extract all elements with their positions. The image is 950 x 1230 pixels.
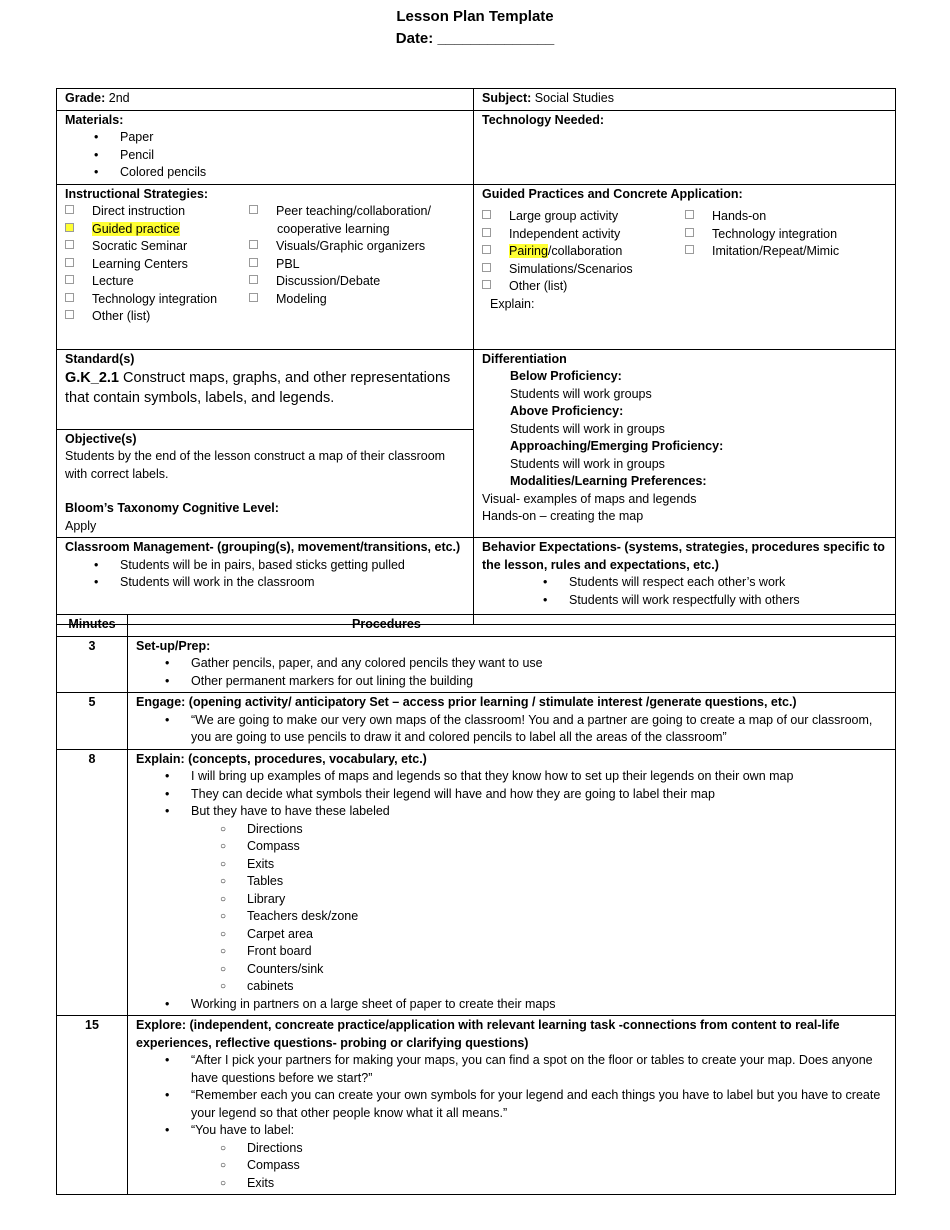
- list-item: ○ Exits: [247, 856, 887, 874]
- standards-cell: Standard(s) G.K_2.1 Construct maps, graphs, and other representations that contain symbols, labels, and legends.: [57, 349, 474, 429]
- grade-value: 2nd: [108, 91, 130, 105]
- strategies-cell: Instructional Strategies: Direct instruction Guided practice Socratic Seminar Learning Centers Lecture Technology integration Other (list) Peer teaching/collaboration/ cooperative learning Visuals/Graphic organizers PBL Discussion/Debate Modeling: [57, 184, 474, 349]
- list-item: ○ Directions: [247, 1140, 887, 1158]
- checkbox[interactable]: [65, 205, 74, 214]
- highlighted-option: Guided practice: [92, 221, 180, 236]
- list-item: ○ Counters/sink: [247, 961, 887, 979]
- checkbox[interactable]: [249, 293, 258, 302]
- list-item: ○ Exits: [247, 1175, 887, 1193]
- checkbox[interactable]: [249, 240, 258, 249]
- list-item: • Paper: [120, 129, 465, 147]
- list-item: • Colored pencils: [120, 164, 465, 182]
- explain-field: Explain:: [490, 296, 535, 311]
- explain-cell: Explain: (concepts, procedures, vocabulary, etc.) • I will bring up examples of maps and legends so that they know how to set up their legends on their own map • They can decide what symbols their legend will have and how they are going to label their map • But they have to have these labeled ○ Directions ○ Compass ○ Exits ○ Tables ○ Library ○ Teachers desk/zone ○ Carpet area ○ Front board ○ Counters/sink ○ cabinets • Working in partners on a large sheet of paper to create their maps: [128, 749, 896, 1016]
- subject-cell: Subject: Social Studies: [474, 89, 896, 111]
- management-cell: Classroom Management- (grouping(s), movement/transitions, etc.) • Students will be in pairs, based sticks getting pulled • Students will work in the classroom: [57, 538, 474, 625]
- list-item: • Students will work respectfully with others: [569, 592, 887, 610]
- materials-list: [65, 129, 465, 182]
- label-list: [191, 1140, 887, 1193]
- minutes-value: 8: [57, 749, 128, 1016]
- technology-cell: Technology Needed:: [474, 110, 896, 184]
- checkbox[interactable]: [482, 263, 491, 272]
- list-item: • Other permanent markers for out lining the building: [191, 673, 887, 691]
- management-list: [65, 557, 465, 592]
- list-item: • “Remember each you can create your own symbols for your legend and each things you have to label but you have to create your legend so that other people know what it all means.”: [191, 1087, 887, 1122]
- checkbox[interactable]: [482, 245, 491, 254]
- checkbox[interactable]: [65, 310, 74, 319]
- list-item: ○ cabinets: [247, 978, 887, 996]
- list-item: ○ Compass: [247, 838, 887, 856]
- list-item: ○ Compass: [247, 1157, 887, 1175]
- list-item: • I will bring up examples of maps and legends so that they know how to set up their legends on their own map: [191, 768, 887, 786]
- list-item: • “We are going to make our very own maps of the classroom! You and a partner are going to create a map of our classroom, you are going to use pencils to draw it and colored pencils to label all the areas of the classroom”: [191, 712, 887, 747]
- checkbox[interactable]: [482, 228, 491, 237]
- label-list: [191, 821, 887, 996]
- checkbox[interactable]: [685, 228, 694, 237]
- minutes-value: 15: [57, 1016, 128, 1195]
- checkbox[interactable]: [65, 240, 74, 249]
- list-item: • They can decide what symbols their legend will have and how they are going to label their map: [191, 786, 887, 804]
- checkbox[interactable]: [65, 223, 74, 232]
- behavior-cell: Behavior Expectations- (systems, strategies, procedures specific to the lesson, rules and expectations, etc.) • Students will respect each other’s work • Students will work respectfully with others: [474, 538, 896, 625]
- differentiation-cell: Differentiation Below Proficiency: Students will work groups Above Proficiency: Students will work in groups Approaching/Emerging Proficiency: Students will work in groups Modalities/Learning Preferences: Visual- examples of maps and legends Hands-on – creating the map: [474, 349, 896, 538]
- subject-value: Social Studies: [534, 91, 615, 105]
- engage-list: [136, 712, 887, 747]
- standard-code: G.K_2.1: [65, 370, 119, 386]
- date-line: Date: ______________: [395, 30, 555, 47]
- minutes-value: 5: [57, 693, 128, 750]
- list-item: ○ Directions: [247, 821, 887, 839]
- checkbox[interactable]: [65, 293, 74, 302]
- explore-cell: Explore: (independent, concreate practice/application with relevant learning task -connections from content to real-life experiences, reflective questions- probing or clarifying questions) • “After I pick your partners for making your maps, you can find a spot on the floor or tables to create your map. Does anyone have questions before we start?” • “Remember each you can create your own symbols for your legend and each things you have to label but you have to create your legend so that other people know what it all means.” • “You have to label: ○ Directions ○ Compass ○ Exits: [128, 1016, 896, 1195]
- checkbox[interactable]: [482, 210, 491, 219]
- list-item: ○ Carpet area: [247, 926, 887, 944]
- list-item: ○ Library: [247, 891, 887, 909]
- list-item: • But they have to have these labeled ○ Directions ○ Compass ○ Exits ○ Tables ○ Library ○ Teachers desk/zone ○ Carpet area ○ Front board ○ Counters/sink ○ cabinets: [191, 803, 887, 996]
- list-item: • “You have to label: ○ Directions ○ Compass ○ Exits: [191, 1122, 887, 1192]
- explore-list: [136, 1052, 887, 1192]
- checkbox[interactable]: [65, 275, 74, 284]
- procedures-header: Procedures: [128, 615, 896, 637]
- checkbox[interactable]: [249, 205, 258, 214]
- plan-table: [56, 88, 896, 625]
- list-item: • Students will be in pairs, based sticks getting pulled: [120, 557, 465, 575]
- explain-list: [136, 768, 887, 1013]
- checkbox[interactable]: [685, 210, 694, 219]
- list-item: • Working in partners on a large sheet of paper to create their maps: [191, 996, 887, 1014]
- checkbox[interactable]: [65, 258, 74, 267]
- list-item: • Students will respect each other’s work: [569, 574, 887, 592]
- list-item: ○ Teachers desk/zone: [247, 908, 887, 926]
- setup-cell: Set-up/Prep: • Gather pencils, paper, and any colored pencils they want to use • Other permanent markers for out lining the building: [128, 636, 896, 693]
- objective-cell: Objective(s) Students by the end of the lesson construct a map of their classroom with correct labels. Bloom’s Taxonomy Cognitive Level: Apply: [57, 429, 474, 538]
- list-item: • “After I pick your partners for making your maps, you can find a spot on the floor or tables to create your map. Does anyone have questions before we start?”: [191, 1052, 887, 1087]
- procedures-table: [56, 614, 896, 1195]
- highlighted-option: Pairing: [509, 244, 548, 258]
- grade-cell: Grade: 2nd: [57, 89, 474, 111]
- setup-list: [136, 655, 887, 690]
- materials-cell: Materials: • Paper • Pencil • Colored pencils: [57, 110, 474, 184]
- engage-cell: Engage: (opening activity/ anticipatory Set – access prior learning / stimulate interest /generate questions, etc.) • “We are going to make our very own maps of the classroom! You and a partner are going to create a map of our classroom, you are going to use pencils to draw it and colored pencils to label all the areas of the classroom”: [128, 693, 896, 750]
- list-item: ○ Front board: [247, 943, 887, 961]
- list-item: • Gather pencils, paper, and any colored pencils they want to use: [191, 655, 887, 673]
- checkbox[interactable]: [482, 280, 491, 289]
- list-item: • Students will work in the classroom: [120, 574, 465, 592]
- minutes-value: 3: [57, 636, 128, 693]
- behavior-list: [482, 574, 887, 609]
- page-title: Lesson Plan Template: [396, 8, 554, 25]
- checkbox[interactable]: [685, 245, 694, 254]
- checkbox[interactable]: [249, 258, 258, 267]
- guided-cell: Guided Practices and Concrete Application: Large group activity Independent activity Pairing/collaboration Simulations/Scenarios Other (list) Hands-on Technology integration Imitation/Repeat/Mimic Explain:: [474, 184, 896, 349]
- list-item: ○ Tables: [247, 873, 887, 891]
- minutes-header: Minutes: [57, 615, 128, 637]
- checkbox[interactable]: [249, 275, 258, 284]
- list-item: • Pencil: [120, 147, 465, 165]
